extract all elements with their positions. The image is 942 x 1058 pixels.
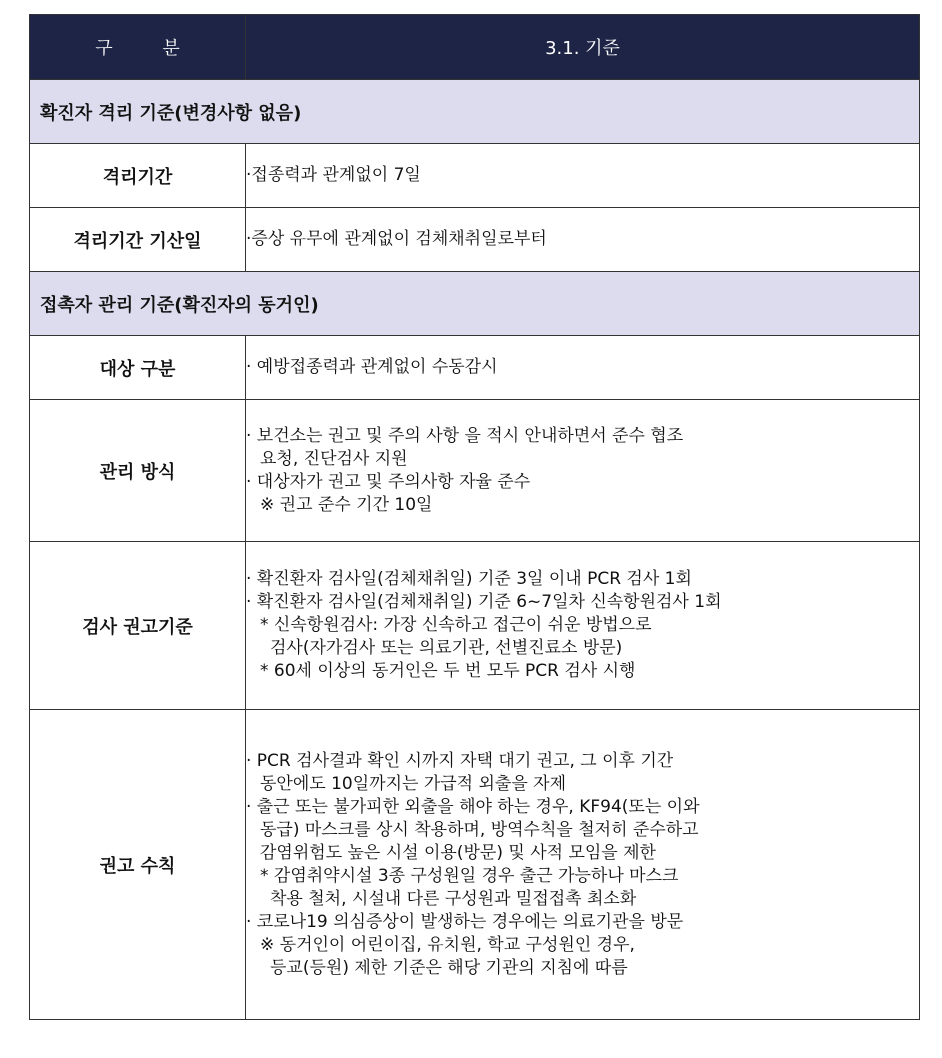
content-line: * 감염취약시설 3종 구성원일 경우 출근 가능하나 마스크 [260,865,679,886]
header-standard: 3.1. 기준 [246,15,920,80]
content-line: 요청, 진단검사 지원 [260,448,408,469]
row-content [246,400,920,542]
content-line: · 코로나19 의심증상이 발생하는 경우에는 의료기관을 방문 [246,911,684,932]
content-line: * 신속항원검사: 가장 신속하고 접근이 쉬운 방법으로 [260,615,652,635]
row-label: 격리기간 [30,144,246,208]
content-line: 등교(등원) 제한 기준은 해당 기관의 지침에 따름 [270,957,628,978]
row-label: 검사 권고기준 [30,542,246,710]
content-line: ·증상 유무에 관계없이 검체채취일로부터 [246,229,547,249]
content-line: ※ 권고 준수 기간 10일 [260,494,433,515]
content-line: ·접종력과 관계없이 7일 [246,165,421,185]
header-category: 구 분 [30,15,246,80]
table-row [30,400,920,542]
content-line: · 출근 또는 불가피한 외출을 해야 하는 경우, KF94(또는 이와 [246,796,700,817]
row-content [246,542,920,710]
table-row [30,208,920,272]
section-title: 확진자 격리 기준(변경사항 없음) [30,80,920,144]
content-line: * 60세 이상의 동거인은 두 번 모두 PCR 검사 시행 [260,661,636,681]
content-line: 착용 철처, 시설내 다른 구성원과 밀접접촉 최소화 [270,888,637,909]
table-row [30,144,920,208]
row-label: 격리기간 기산일 [30,208,246,272]
content-line: ※ 동거인이 어린이집, 유치원, 학교 구성원인 경우, [260,934,635,955]
content-line: · 보건소는 권고 및 주의 사항 을 적시 안내하면서 준수 협조 [246,425,684,446]
table-row [30,710,920,1020]
row-content [246,144,920,208]
row-content [246,208,920,272]
guidelines-table [29,14,920,1020]
section-header-row [30,272,920,336]
content-line: 동급) 마스크를 상시 착용하며, 방역수칙을 철저히 준수하고 [260,819,699,840]
row-content [246,336,920,400]
section-header-row [30,80,920,144]
table-row [30,336,920,400]
row-label: 관리 방식 [30,400,246,542]
content-line: 검사(자가검사 또는 의료기관, 선별진료소 방문) [270,638,623,658]
table-header-row [30,15,920,80]
content-line: · 확진환자 검사일(검체채취일) 기준 3일 이내 PCR 검사 1회 [246,569,692,589]
content-line: 감염위험도 높은 시설 이용(방문) 및 사적 모임을 제한 [260,842,656,863]
content-line: 동안에도 10일까지는 가급적 외출을 자제 [260,773,566,794]
section-title: 접촉자 관리 기준(확진자의 동거인) [30,272,920,336]
content-line: · 예방접종력과 관계없이 수동감시 [246,357,498,377]
row-content [246,710,920,1020]
content-line: · 대상자가 권고 및 주의사항 자율 준수 [246,471,531,492]
table-row [30,542,920,710]
content-line: · 확진환자 검사일(검체채취일) 기준 6~7일차 신속항원검사 1회 [246,592,722,612]
row-label: 권고 수칙 [30,710,246,1020]
content-line: · PCR 검사결과 확인 시까지 자택 대기 권고, 그 이후 기간 [246,750,674,771]
row-label: 대상 구분 [30,336,246,400]
